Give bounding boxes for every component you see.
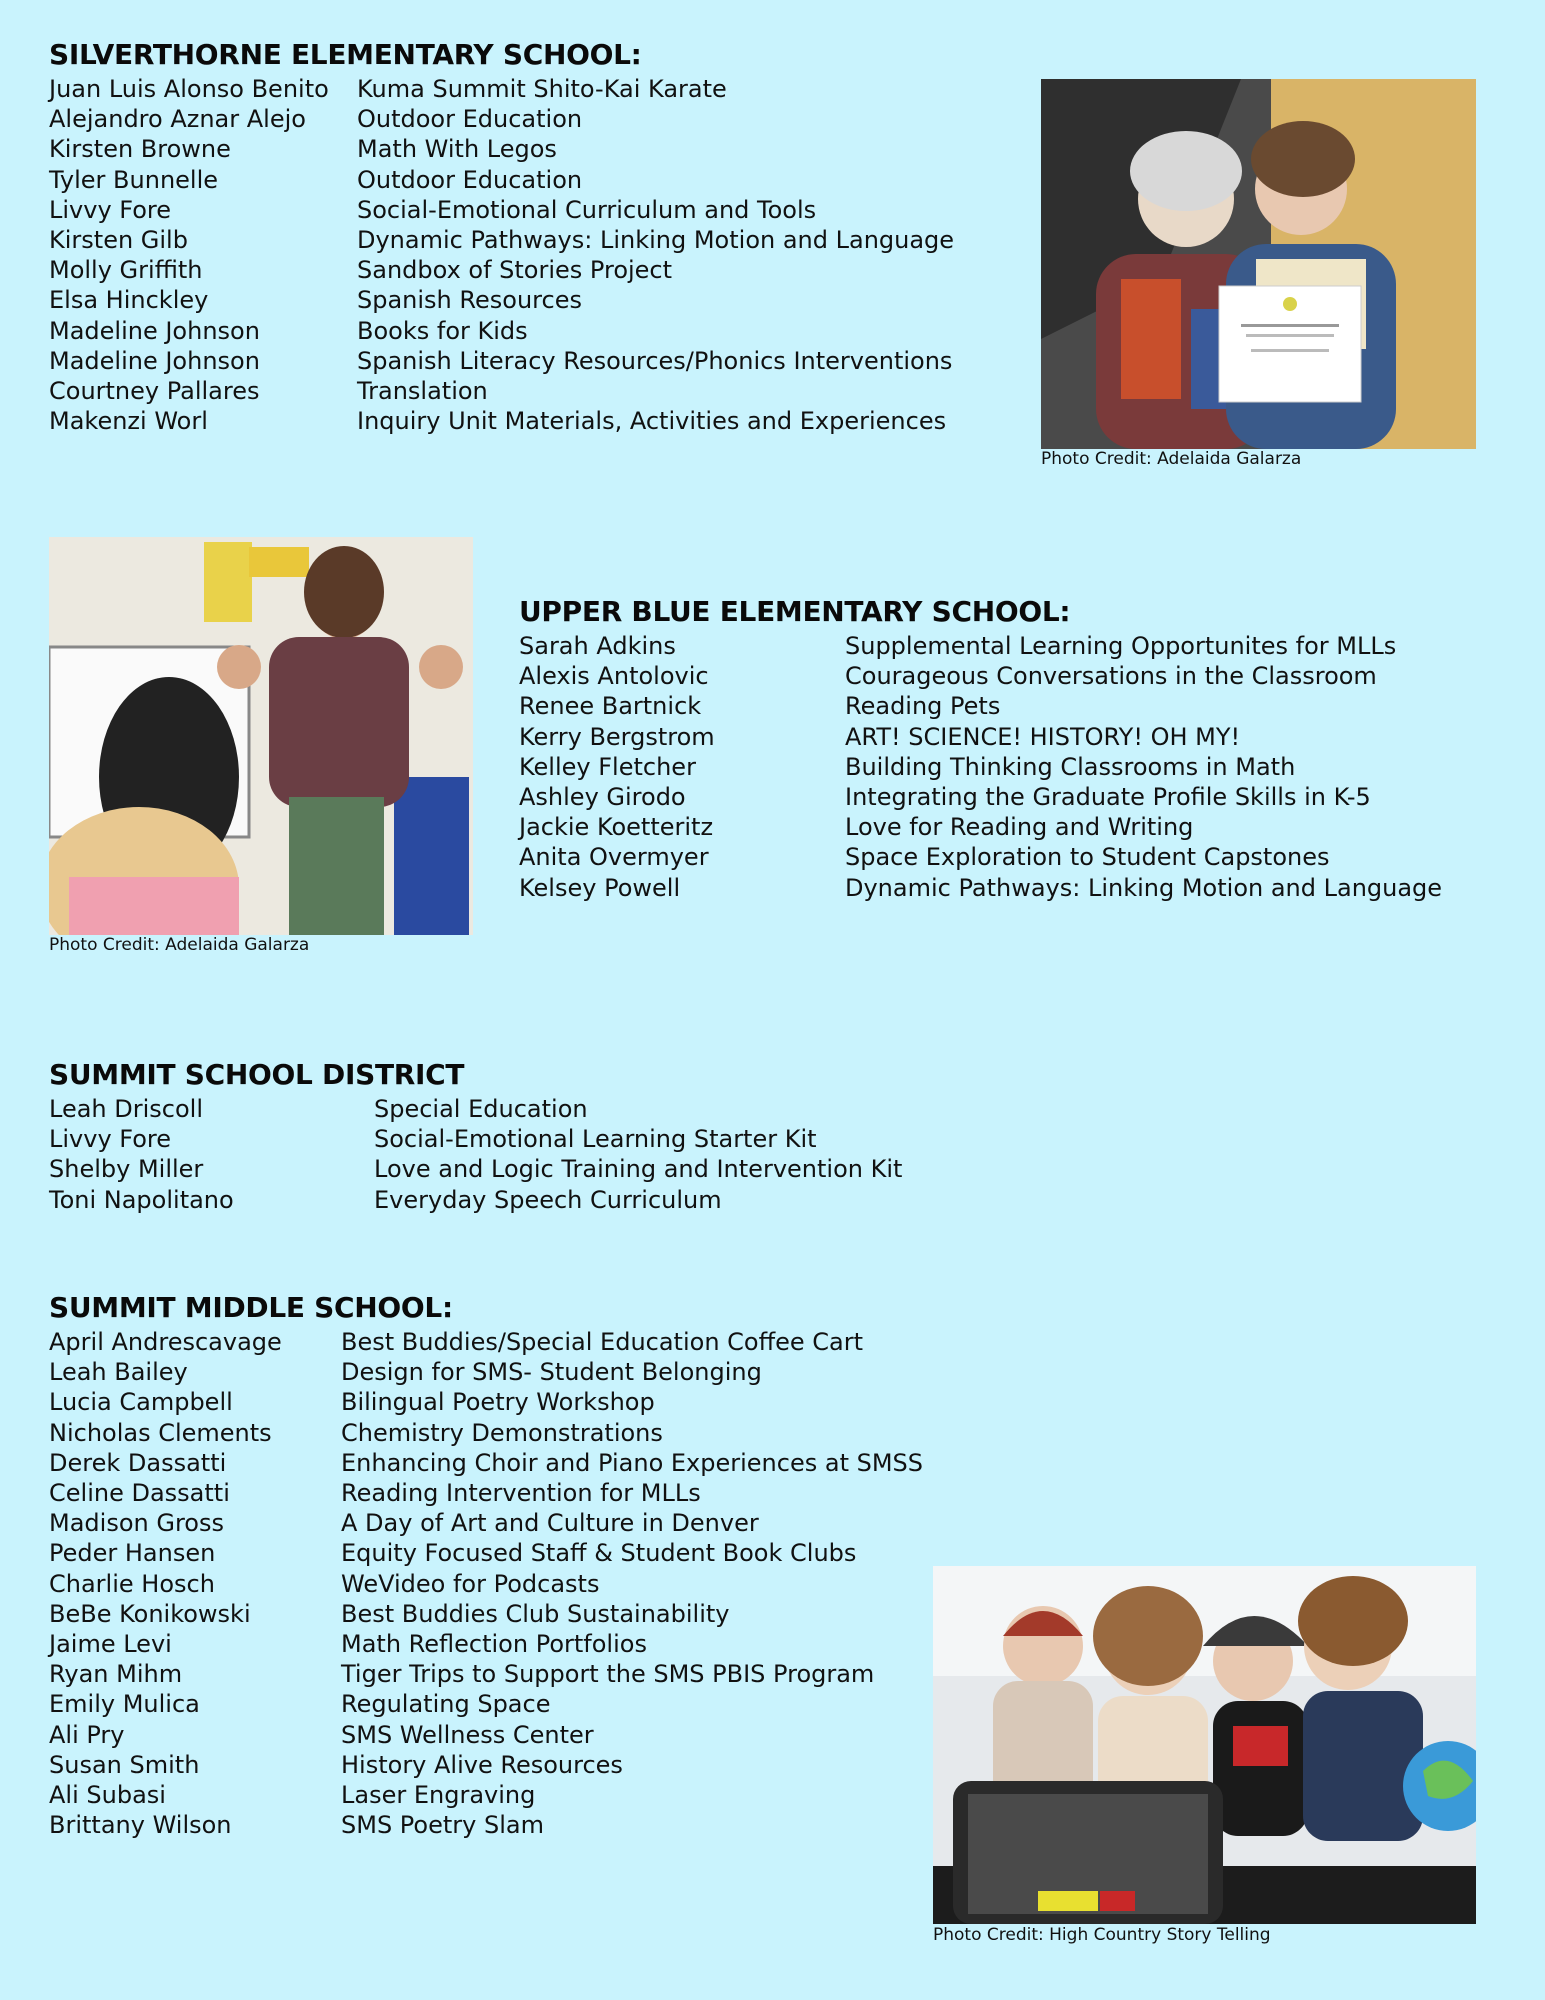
list-item [49,104,954,134]
project-title: Chemistry Demonstrations [341,1418,663,1447]
project-title: Outdoor Education [357,105,583,134]
photo-credit: Photo Credit: High Country Story Telling [933,1925,1271,1945]
recipient-name: Molly Griffith [49,256,203,285]
project-title: Outdoor Education [357,165,583,194]
project-title: ART! SCIENCE! HISTORY! OH MY! [845,722,1241,751]
recipient-name: Leah Driscoll [49,1095,203,1123]
list-item [519,752,1442,782]
recipient-name: Jaime Levi [49,1630,172,1659]
list-item [49,255,954,285]
recipient-name: Madeline Johnson [49,346,260,375]
section-title: SILVERTHORNE ELEMENTARY SCHOOL: [49,38,642,71]
recipient-name: Emily Mulica [49,1690,200,1719]
list-item [519,661,1442,691]
recipient-name: Kirsten Gilb [49,226,188,255]
classroom-photo [49,537,473,935]
photo-credit: Photo Credit: Adelaida Galarza [1041,449,1302,469]
project-title: Math Reflection Portfolios [341,1630,647,1659]
project-title: Supplemental Learning Opportunites for MLLs [845,632,1397,660]
list-item [49,406,954,436]
project-title: Inquiry Unit Materials, Activities and Experiences [357,407,947,436]
recipient-name: Kirsten Browne [49,135,231,164]
list-item [49,285,954,315]
project-title: Spanish Literacy Resources/Phonics Interventions [357,346,953,375]
recipient-name: Juan Luis Alonso Benito [49,75,329,103]
list-item [49,1478,923,1508]
recipient-name: Madeline Johnson [49,316,260,345]
project-title: Tiger Trips to Support the SMS PBIS Program [341,1660,875,1689]
project-title: Bilingual Poetry Workshop [341,1388,655,1417]
project-title: Laser Engraving [341,1781,536,1810]
middle-list [49,1327,923,1840]
section-title: SUMMIT SCHOOL DISTRICT [49,1058,465,1091]
list-item [49,1357,923,1387]
project-title: Regulating Space [341,1690,551,1719]
project-title: Courageous Conversations in the Classroom [845,662,1377,691]
list-item [519,782,1442,812]
recipient-name: Derek Dassatti [49,1448,227,1477]
project-title: Space Exploration to Student Capstones [845,843,1330,872]
project-title: Books for Kids [357,316,528,345]
project-title: Kuma Summit Shito-Kai Karate [357,75,727,103]
recipient-name: Jackie Koetteritz [519,813,714,842]
project-title: Sandbox of Stories Project [357,256,673,285]
list-item [49,376,954,406]
list-item [519,812,1442,842]
project-title: Best Buddies Club Sustainability [341,1599,730,1628]
recipient-name: Ali Pry [49,1720,125,1749]
recipient-name: Ali Subasi [49,1781,166,1810]
list-item [49,1387,923,1417]
recipient-name: Livvy Fore [49,1125,172,1154]
project-title: Integrating the Graduate Profile Skills in K-5 [845,783,1371,812]
project-title: SMS Wellness Center [341,1720,594,1749]
recipient-name: Toni Napolitano [49,1185,234,1214]
project-title: Enhancing Choir and Piano Experiences at SMSS [341,1448,924,1477]
project-title: Math With Legos [357,135,557,164]
list-item [519,631,1442,661]
recipient-name: Makenzi Worl [49,407,208,436]
list-item [49,1448,923,1478]
recipient-name: Leah Bailey [49,1358,188,1387]
recipient-name: Charlie Hosch [49,1569,215,1598]
recipient-name: Elsa Hinckley [49,286,209,315]
project-title: Translation [357,377,488,406]
project-title: SMS Poetry Slam [341,1811,544,1840]
recipient-name: Courtney Pallares [49,377,260,406]
recipient-name: Anita Overmyer [519,843,709,872]
list-item [49,1185,902,1215]
list-item [49,1508,923,1538]
project-title: History Alive Resources [341,1750,623,1779]
project-title: Reading Pets [845,692,1001,721]
project-title: WeVideo for Podcasts [341,1569,600,1598]
list-item [49,1569,923,1599]
project-title: Spanish Resources [357,286,582,315]
project-title: Social-Emotional Learning Starter Kit [374,1125,817,1154]
list-item [49,225,954,255]
list-item [49,1629,923,1659]
project-title: Building Thinking Classrooms in Math [845,752,1296,781]
recipient-name: Celine Dassatti [49,1479,230,1508]
award-photo-illustration [1041,79,1476,449]
recipient-name: Kerry Bergstrom [519,722,715,751]
silverthorne-list [49,74,954,436]
recipient-name: Nicholas Clements [49,1418,272,1447]
upper-blue-section [519,595,1442,903]
recipient-name: Livvy Fore [49,195,172,224]
district-list [49,1094,902,1215]
list-item [49,1659,923,1689]
list-item [49,134,954,164]
list-item [49,1418,923,1448]
list-item [519,842,1442,872]
project-title: Reading Intervention for MLLs [341,1479,701,1508]
recipient-name: Tyler Bunnelle [49,165,219,194]
recipient-name: Ashley Girodo [519,783,686,812]
students-photo-illustration [933,1566,1476,1924]
recipient-name: Lucia Campbell [49,1388,233,1417]
list-item [49,1720,923,1750]
list-item [49,316,954,346]
project-title: Love and Logic Training and Intervention Kit [374,1155,903,1184]
project-title: Best Buddies/Special Education Coffee Cart [341,1328,864,1356]
district-section [49,1058,902,1215]
recipient-name: Brittany Wilson [49,1811,232,1840]
list-item [49,1124,902,1154]
list-item [49,1154,902,1184]
section-title: SUMMIT MIDDLE SCHOOL: [49,1291,453,1324]
project-title: Social-Emotional Curriculum and Tools [357,195,817,224]
list-item [49,346,954,376]
list-item [49,1599,923,1629]
recipient-name: Alejandro Aznar Alejo [49,105,306,134]
recipient-name: Susan Smith [49,1750,200,1779]
recipient-name: BeBe Konikowski [49,1599,251,1628]
section-title: UPPER BLUE ELEMENTARY SCHOOL: [519,595,1071,628]
recipient-name: Sarah Adkins [519,632,676,660]
list-item [519,691,1442,721]
recipient-name: Renee Bartnick [519,692,702,721]
silverthorne-section [49,38,954,436]
list-item [519,722,1442,752]
project-title: A Day of Art and Culture in Denver [341,1509,759,1538]
list-item [49,165,954,195]
upper-blue-list [519,631,1442,903]
recipient-name: Alexis Antolovic [519,662,709,691]
recipient-name: Kelley Fletcher [519,752,696,781]
recipient-name: Shelby Miller [49,1155,204,1184]
recipient-name: Madison Gross [49,1509,224,1538]
list-item [49,1810,923,1840]
project-title: Dynamic Pathways: Linking Motion and Language [845,873,1443,902]
classroom-photo-illustration [49,537,473,935]
project-title: Special Education [374,1095,588,1123]
list-item [49,1327,923,1357]
middle-section [49,1291,923,1840]
list-item [49,1780,923,1810]
recipient-name: April Andrescavage [49,1328,282,1356]
project-title: Equity Focused Staff & Student Book Clubs [341,1539,857,1568]
recipient-name: Kelsey Powell [519,873,681,902]
list-item [49,195,954,225]
list-item [49,1094,902,1124]
list-item [49,1750,923,1780]
project-title: Love for Reading and Writing [845,813,1194,842]
recipient-name: Peder Hansen [49,1539,216,1568]
list-item [49,74,954,104]
recipient-name: Ryan Mihm [49,1660,183,1689]
award-photo [1041,79,1476,449]
photo-credit: Photo Credit: Adelaida Galarza [49,935,310,955]
students-photo [933,1566,1476,1924]
project-title: Design for SMS- Student Belonging [341,1358,762,1387]
project-title: Dynamic Pathways: Linking Motion and Language [357,226,955,255]
list-item [49,1689,923,1719]
list-item [49,1538,923,1568]
project-title: Everyday Speech Curriculum [374,1185,722,1214]
list-item [519,873,1442,903]
